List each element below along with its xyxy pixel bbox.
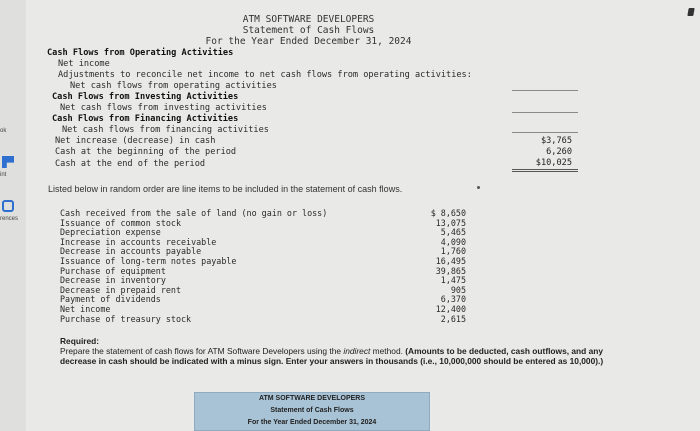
required-text-bold: (Amounts to be deducted, cash outflows, and any decrease in cash should be indicated with a minus sign. Enter your answers in thousands (i.e., 10,000,000 should be entered as 10,000).) xyxy=(60,346,604,366)
investing-header: Cash Flows from Investing Activities xyxy=(52,92,239,102)
list-item: Purchase of treasury stock xyxy=(60,313,192,324)
flag-icon[interactable] xyxy=(2,156,14,168)
item-value: 5,465 xyxy=(440,227,466,238)
list-item: Net income xyxy=(60,303,111,314)
item-value: 39,865 xyxy=(435,265,466,276)
list-item: Payment of dividends xyxy=(60,294,161,305)
item-value: 16,495 xyxy=(435,255,466,266)
financing-header: Cash Flows from Financing Activities xyxy=(52,114,239,124)
net-increase-line: Net increase (decrease) in cash xyxy=(55,136,216,146)
item-value: $ 8,650 xyxy=(430,208,466,218)
investing-total-blank xyxy=(512,112,578,113)
net-operating-line: Net cash flows from operating activities xyxy=(70,81,277,91)
operating-header: Cash Flows from Operating Activities xyxy=(47,48,234,58)
required-section xyxy=(60,336,630,366)
net-investing-line: Net cash flows from investing activities xyxy=(60,103,267,113)
items-values xyxy=(406,209,466,324)
item-value: 12,400 xyxy=(435,303,466,314)
items-list xyxy=(60,209,327,324)
list-item: Depreciation expense xyxy=(60,227,161,238)
cash-end-line: Cash at the end of the period xyxy=(55,159,206,169)
listed-intro: Listed below in random order are line items to be included in the statement of cash flows. xyxy=(48,184,403,194)
statement-title: Statement of Cash Flows xyxy=(242,25,375,36)
item-value: 905 xyxy=(450,284,466,295)
required-text-em: indirect xyxy=(343,346,371,356)
net-increase-value: $3,765 xyxy=(540,136,572,146)
statement-company: ATM SOFTWARE DEVELOPERS xyxy=(242,14,375,25)
item-value: 2,615 xyxy=(440,313,466,324)
answer-table-period: For the Year Ended December 31, 2024 xyxy=(247,419,377,426)
financing-total-blank xyxy=(512,132,578,133)
item-value: 13,075 xyxy=(435,217,466,228)
list-item: Issuance of common stock xyxy=(60,217,182,228)
item-value: 1,475 xyxy=(440,275,466,286)
adjustments-line: Adjustments to reconcile net income to net cash flows from operating activities: xyxy=(58,70,472,80)
cash-beginning-line: Cash at the beginning of the period xyxy=(55,147,237,157)
references-icon[interactable] xyxy=(2,200,14,212)
list-item: Decrease in accounts payable xyxy=(60,246,202,257)
operating-total-blank xyxy=(512,90,578,91)
cash-end-value: $10,025 xyxy=(535,158,572,168)
net-financing-line: Net cash flows from financing activities xyxy=(62,125,269,135)
answer-table-header xyxy=(194,392,430,431)
cash-beginning-value: 6,260 xyxy=(546,147,572,157)
list-item: Decrease in inventory xyxy=(60,275,166,286)
list-item: Increase in accounts receivable xyxy=(60,236,217,247)
answer-table-company: ATM SOFTWARE DEVELOPERS xyxy=(258,395,366,402)
left-sidebar xyxy=(0,0,26,431)
required-text-before: Prepare the statement of cash flows for ATM Software Developers using the xyxy=(60,346,344,356)
item-value: 4,090 xyxy=(440,236,466,247)
net-income-line: Net income xyxy=(58,59,110,69)
required-text-after: method. xyxy=(370,346,406,356)
list-item: Issuance of long-term notes payable xyxy=(60,255,237,266)
statement-period: For the Year Ended December 31, 2024 xyxy=(205,36,412,47)
list-item: Cash received from the sale of land (no gain or loss) xyxy=(60,208,328,218)
main-content xyxy=(26,0,700,431)
double-underline xyxy=(512,169,578,172)
sidebar-item-ok[interactable]: ok xyxy=(0,128,7,134)
sidebar-item-int[interactable]: int xyxy=(0,172,7,178)
bullet-dot xyxy=(477,186,480,189)
list-item: Purchase of equipment xyxy=(60,265,166,276)
required-text xyxy=(60,346,630,366)
item-value: 6,370 xyxy=(440,294,466,305)
answer-table-title: Statement of Cash Flows xyxy=(270,407,354,414)
sidebar-item-references[interactable]: rences xyxy=(0,216,19,222)
required-title: Required: xyxy=(60,336,100,346)
list-item: Decrease in prepaid rent xyxy=(60,284,182,295)
item-value: 1,760 xyxy=(440,246,466,257)
